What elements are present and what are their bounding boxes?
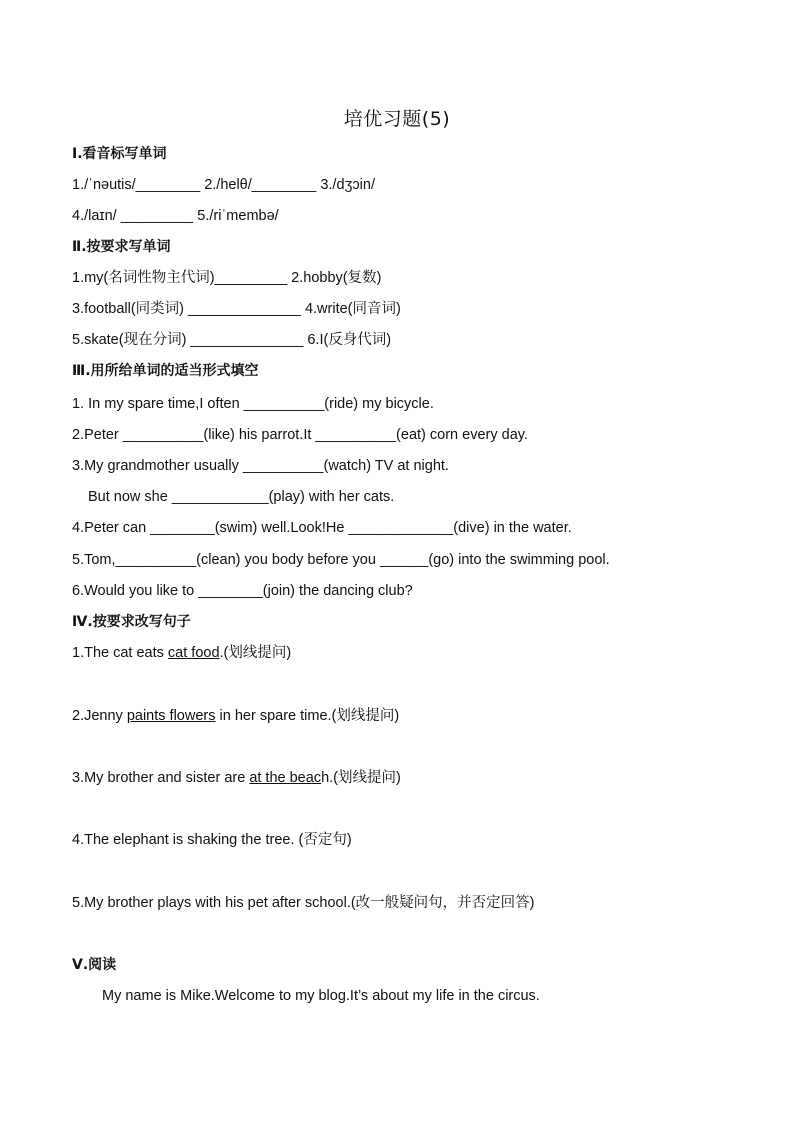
section-5-heading: Ⅴ.阅读 <box>72 957 117 973</box>
section-1-line-1: 1./ˈnəutis/________ 2./helθ/________ 3./dʒɔin/ <box>72 177 375 193</box>
underlined-phrase: at the beac <box>249 770 322 786</box>
section-2-line-1: 1.my(名词性物主代词)_________ 2.hobby(复数) <box>72 270 382 286</box>
section-4-heading: Ⅳ.按要求改写句子 <box>72 614 191 630</box>
section-4-question-1 <box>72 643 291 663</box>
reading-passage-line-1: My name is Mike.Welcome to my blog.It’s about my life in the circus. <box>102 988 540 1004</box>
section-2-heading: Ⅱ.按要求写单词 <box>72 239 171 255</box>
section-4-question-5: 5.My brother plays with his pet after school.(改一般疑问句，并否定回答) <box>72 895 535 911</box>
question-instruction: in her spare time.(划线提问) <box>215 708 400 724</box>
section-4-question-3 <box>72 768 401 788</box>
section-4-question-4: 4.The elephant is shaking the tree. (否定句) <box>72 832 352 848</box>
section-2-line-2: 3.football(同类词) ______________ 4.write(同音词) <box>72 301 401 317</box>
section-2-line-3: 5.skate(现在分词) ______________ 6.I(反身代词) <box>72 332 392 348</box>
section-1-line-2: 4./laɪn/ _________ 5./riˈmembə/ <box>72 208 279 224</box>
section-3-line-6: 5.Tom,__________(clean) you body before you ______(go) into the swimming pool. <box>72 552 610 568</box>
section-4-question-2 <box>72 706 399 726</box>
question-instruction: .(划线提问) <box>219 645 292 661</box>
underlined-phrase: cat food <box>167 645 220 661</box>
question-text: 3.My brother and sister are <box>72 770 250 786</box>
section-3-line-7: 6.Would you like to ________(join) the dancing club? <box>72 583 413 599</box>
section-3-line-1: 1. In my spare time,I often __________(ride) my bicycle. <box>72 396 434 412</box>
section-3-heading: Ⅲ.用所给单词的适当形式填空 <box>72 363 259 379</box>
section-3-line-4: But now she ____________(play) with her cats. <box>88 489 395 505</box>
question-instruction: h.(划线提问) <box>321 770 401 786</box>
page-title: 培优习题(5) <box>343 108 451 130</box>
question-text: 2.Jenny <box>72 708 127 724</box>
section-3-line-5: 4.Peter can ________(swim) well.Look!He _____________(dive) in the water. <box>72 520 572 536</box>
section-1-heading: Ⅰ.看音标写单词 <box>72 146 167 162</box>
underlined-phrase: paints flowers <box>126 708 216 724</box>
question-text: 1.The cat eats <box>72 645 168 661</box>
section-3-line-3: 3.My grandmother usually __________(watch) TV at night. <box>72 458 449 474</box>
section-3-line-2: 2.Peter __________(like) his parrot.It __________(eat) corn every day. <box>72 427 528 443</box>
